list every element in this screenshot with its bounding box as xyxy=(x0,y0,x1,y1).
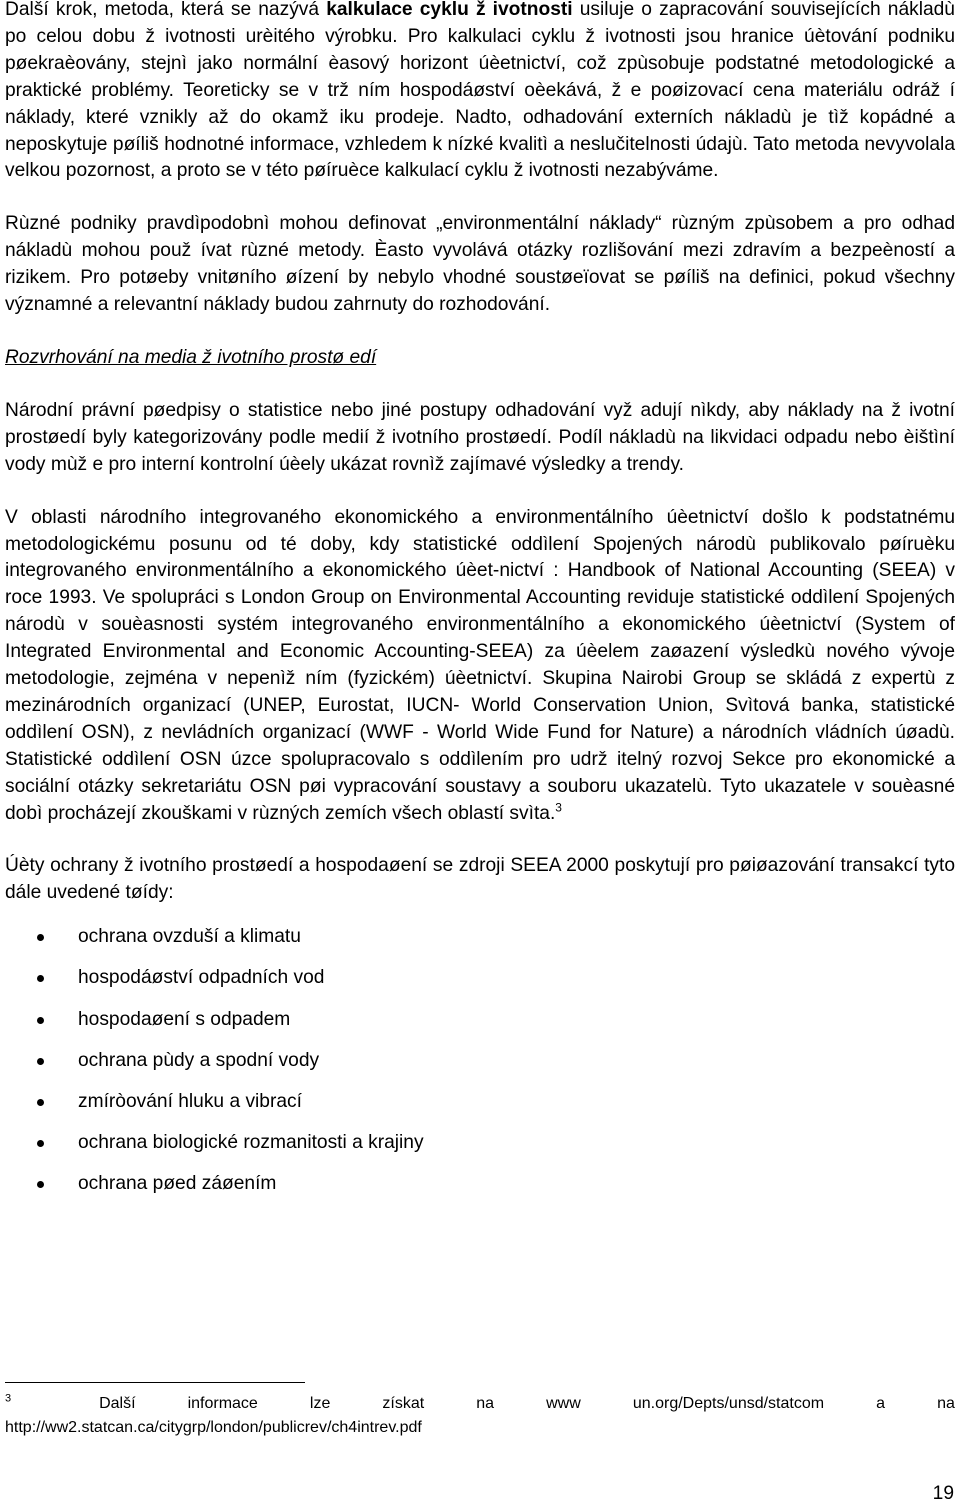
bullet-icon xyxy=(37,1181,44,1188)
footnote-word: získat xyxy=(382,1395,425,1412)
list-item-text: hospodaøení s odpadem xyxy=(78,1008,291,1030)
list-item-text: ochrana biologické rozmanitosti a krajiny xyxy=(78,1132,424,1154)
footnote-reference: 3 xyxy=(555,800,562,815)
footnote-separator xyxy=(5,1382,305,1383)
footnote-word: na xyxy=(937,1395,955,1412)
list-item xyxy=(5,1048,955,1089)
bullet-icon xyxy=(37,1017,44,1024)
bold-term: kalkulace cyklu ž ivotnosti xyxy=(326,0,573,20)
list-item xyxy=(5,965,955,1006)
paragraph-life-cycle-costing xyxy=(5,0,955,185)
list-item-text: ochrana ovzduší a klimatu xyxy=(78,926,301,948)
footnote-word: lze xyxy=(309,1395,331,1412)
list-item xyxy=(5,1007,955,1048)
footnote-word: informace xyxy=(187,1395,258,1412)
list-item xyxy=(5,1130,955,1171)
paragraph-national-regulations: Národní právní pøedpisy o statistice nebo jiné postupy odhadování vyž adují nìkdy, aby náklady na ž ivotní prostøedí byly kategorizovány podle medií ž ivotního prostøedí. Podíl nákladù na likvidaci odpadu nebo èištìní vody mùž e pro interní kontrolní úèely ukázat rovnìž zajímavé výsledky a trendy. xyxy=(5,399,955,475)
footnote-word: Další xyxy=(99,1395,136,1412)
section-heading: Rozvrhování na media ž ivotního prostø edí xyxy=(5,346,377,368)
document-page xyxy=(5,0,955,1213)
footnote-number xyxy=(5,1392,47,1416)
footnote xyxy=(5,1392,955,1440)
footnote-word: na xyxy=(476,1395,495,1412)
list-item xyxy=(5,1089,955,1130)
list-item-text: hospodáøství odpadních vod xyxy=(78,967,325,989)
list-item-text: ochrana pùdy a spodní vody xyxy=(78,1049,320,1071)
bullet-icon xyxy=(37,934,44,941)
list-item xyxy=(5,924,955,965)
footnote-line-2: http://ww2.statcan.ca/citygrp/london/publicrev/ch4intrev.pdf xyxy=(5,1419,422,1436)
bullet-icon xyxy=(37,1140,44,1147)
bullet-icon xyxy=(37,1058,44,1065)
footnote-word: a xyxy=(876,1395,886,1412)
list-item-text: ochrana pøed záøením xyxy=(78,1173,277,1195)
paragraph-text: Další krok, metoda, která se nazývá xyxy=(5,0,327,20)
paragraph-seea-classes-intro: Úèty ochrany ž ivotního prostøedí a hospodaøení se zdroji SEEA 2000 poskytují pro pøiøazování transakcí tyto dále uvedené tøídy: xyxy=(5,855,955,904)
footnote-line-1 xyxy=(5,1392,955,1416)
environmental-classes-list xyxy=(5,924,955,1212)
footnote-link: un.org/Depts/unsd/statcom xyxy=(632,1395,825,1412)
paragraph-seea xyxy=(5,505,955,828)
paragraph-text: usiluje o zapracování souvisejících nákladù po celou dobu ž ivotnosti urèitého výrobku. Pro kalkulaci cyklu ž ivotnosti jsou hranice úètování podniku pøekraèovány, stejnì jako normální èasový horizont úèetnictví, což zpùsobuje podstatné metodologické a praktické problémy. Teoreticky se v trž ním hospodáøství oèekává, ž e poøizovací cena materiálu odráž í náklady, které vznikly až do okamž iku prodeje. Nadto, odhadování externích nákladù je tìž kopádné a neposkytuje pøíliš hodnotné informace, vzhledem k nízké kvalitì a neslučitelnosti údajù. Tato metoda nevyvolala velkou pozornost, a proto se v této pøíruèce kalkulací cyklu ž ivotnosti nezabýváme. xyxy=(5,0,955,182)
list-item xyxy=(5,1171,955,1212)
list-item-text: zmíròování hluku a vibrací xyxy=(78,1091,302,1113)
footnote-word: www xyxy=(546,1395,581,1412)
bullet-icon xyxy=(37,975,44,982)
paragraph-environmental-costs-definition: Rùzné podniky pravdìpodobnì mohou definovat „environmentální náklady“ rùzným zpùsobem a pro odhad nákladù mohou použ ívat rùzné metody. Èasto vyvolává otázky rozlišování mezi zdravím a bezpeèností a rizikem. Pro potøeby vnitøního øízení by nebylo vhodné soustøeïovat se pøíliš na definici, pokud všechny významné a relevantní náklady budou zahrnuty do rozhodování. xyxy=(5,213,955,316)
paragraph-text: V oblasti národního integrovaného ekonomického a environmentálního úèetnictví došlo k podstatnému metodologickému posunu od té doby, kdy statistické oddìlení Spojených národù publikovalo pøíruèku integrovaného environmentálního a ekonomického úèet-nictví : Handbook of National Accounting (SEEA) v roce 1993. Ve spolupráci s London Group on Environmental Accounting reviduje statistické oddìlení Spojených národù v souèasnosti systém integrovaného environmentálního a ekonomického úèetnictví (System of Integrated Environmental and Economic Accounting-SEEA) za úèelem zaøazení výsledkù nového vývoje metodologie, zejména v nepenìž ním (fyzickém) úèetnictví. Skupina Nairobi Group se skládá z expertù z mezinárodních organizací (UNEP, Eurostat, IUCN- World Conservation Union, Svìtová banka, statistické oddìlení OSN), z nevládních organizací (WWF - World Wide Fund for Nature) a národních vládních úøadù. Statistické oddìlení OSN úzce spolupracovalo s oddìlením pro udrž itelný rozvoj Sekce pro ekonomické a sociální otázky sekretariátu OSN pøi vypracování soustavy a souboru ukazatelù. Tyto ukazatele v souèasné dobì procházejí zkouškami v rùzných zemích všech oblastí svìta. xyxy=(5,506,955,824)
page-number: 19 xyxy=(932,1483,954,1504)
footnote-marker: 3 xyxy=(5,1392,12,1405)
bullet-icon xyxy=(37,1099,44,1106)
